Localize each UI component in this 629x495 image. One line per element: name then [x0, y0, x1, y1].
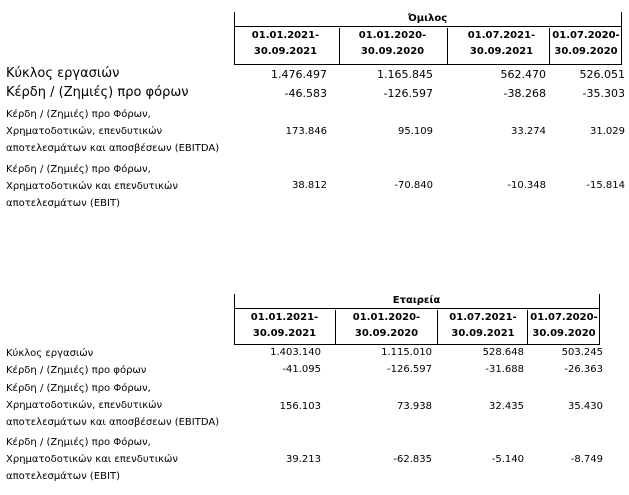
company-row-revenue-val-1: 1.403.140 — [270, 347, 321, 358]
company-col-header-1: 01.01.2021- 30.09.2021 — [250, 312, 319, 339]
company-row-ebt-val-3: -31.688 — [485, 364, 524, 375]
company-row-ebt-label: Κέρδη / (Ζημιές) προ φόρων — [6, 365, 147, 376]
company-row-ebt-val-4: -26.363 — [564, 364, 603, 375]
company-row-ebit-label-2: Χρηματοδοτικών και επενδυτικών — [6, 454, 178, 465]
company-col-header-3: 01.07.2021- 30.09.2021 — [449, 312, 517, 339]
group-row-revenue-val-1: 1.476.497 — [271, 68, 327, 81]
company-header-bottom-line — [234, 344, 600, 345]
company-row-revenue-val-4: 503.245 — [561, 347, 603, 358]
group-vline-1 — [234, 12, 235, 64]
group-row-ebt-val-1: -46.583 — [284, 87, 327, 100]
company-row-revenue-val-2: 1.115.010 — [381, 347, 432, 358]
company-row-ebitda-val-4: 35.430 — [568, 401, 603, 412]
group-row-ebitda-label-2: Χρηματοδοτικών, επενδυτικών — [6, 126, 163, 137]
group-row-ebit-label-2: Χρηματοδοτικών και επενδυτικών — [6, 181, 178, 192]
group-row-ebt-val-4: -35.303 — [582, 87, 625, 100]
group-row-ebit-val-4: -15.814 — [586, 180, 625, 191]
company-row-ebitda-val-2: 73.938 — [397, 401, 432, 412]
group-col-header-4: 01.07.2020- 30.09.2020 — [552, 30, 620, 57]
group-vline-5 — [621, 12, 622, 64]
group-table-title: Όμιλος — [234, 12, 621, 27]
group-row-ebitda-label-3: αποτελεσμάτων και αποσβέσεων (EBITDA) — [6, 143, 220, 154]
company-row-ebt-val-1: -41.095 — [282, 364, 321, 375]
group-row-ebit-val-2: -70.840 — [394, 180, 433, 191]
company-row-ebit-val-3: -5.140 — [491, 454, 524, 465]
group-row-ebit-label-1: Κέρδη / (Ζημιές) προ Φόρων, — [6, 164, 151, 175]
group-row-ebt-label: Κέρδη / (Ζημιές) προ φόρων — [6, 85, 189, 100]
group-row-ebit-label-3: αποτελεσμάτων (EBIT) — [6, 198, 120, 209]
company-vline-3 — [437, 310, 438, 344]
group-header-bottom-line — [234, 64, 622, 65]
company-row-ebit-val-4: -8.749 — [570, 454, 603, 465]
company-col-header-2: 01.01.2020- 30.09.2020 — [352, 312, 421, 339]
group-row-ebitda-val-2: 95.109 — [398, 126, 433, 137]
company-row-ebitda-label-1: Κέρδη / (Ζημιές) προ Φόρων, — [6, 383, 151, 394]
group-row-revenue-val-3: 562.470 — [500, 68, 546, 81]
group-row-ebit-val-1: 38.812 — [292, 180, 327, 191]
company-row-ebitda-label-3: αποτελεσμάτων και αποσβέσεων (EBITDA) — [6, 417, 220, 428]
company-col-header-4: 01.07.2020- 30.09.2020 — [530, 312, 598, 339]
group-row-revenue-val-2: 1.165.845 — [377, 68, 433, 81]
group-col-header-1: 01.01.2021- 30.09.2021 — [251, 30, 320, 57]
group-row-ebitda-val-1: 173.846 — [285, 126, 327, 137]
company-vline-5 — [599, 294, 600, 344]
company-row-ebit-label-3: αποτελεσμάτων (EBIT) — [6, 471, 120, 482]
group-col-header-3: 01.07.2021- 30.09.2021 — [467, 30, 536, 57]
group-row-ebt-val-2: -126.597 — [383, 87, 433, 100]
company-row-ebitda-val-1: 156.103 — [279, 401, 321, 412]
group-row-ebt-val-3: -38.268 — [503, 87, 546, 100]
group-vline-4 — [549, 28, 550, 64]
group-col-header-2: 01.01.2020- 30.09.2020 — [358, 30, 427, 57]
group-row-ebit-val-3: -10.348 — [507, 180, 546, 191]
group-row-revenue-label: Κύκλος εργασιών — [6, 66, 120, 81]
company-table-title: Εταιρεία — [234, 294, 599, 309]
company-row-ebit-val-1: 39.213 — [286, 454, 321, 465]
group-row-ebitda-val-3: 33.274 — [511, 126, 546, 137]
company-row-ebit-val-2: -62.835 — [393, 454, 432, 465]
company-vline-2 — [335, 310, 336, 344]
company-row-ebt-val-2: -126.597 — [387, 364, 432, 375]
company-row-revenue-val-3: 528.648 — [482, 347, 524, 358]
company-row-ebit-label-1: Κέρδη / (Ζημιές) προ Φόρων, — [6, 437, 151, 448]
company-vline-4 — [527, 310, 528, 344]
group-row-ebitda-val-4: 31.029 — [590, 126, 625, 137]
group-vline-2 — [339, 28, 340, 64]
group-row-ebitda-label-1: Κέρδη / (Ζημιές) προ Φόρων, — [6, 109, 151, 120]
group-row-revenue-val-4: 526.051 — [579, 68, 625, 81]
company-row-revenue-label: Κύκλος εργασιών — [6, 348, 94, 359]
company-row-ebitda-label-2: Χρηματοδοτικών, επενδυτικών — [6, 400, 163, 411]
company-row-ebitda-val-3: 32.435 — [489, 401, 524, 412]
group-vline-3 — [447, 28, 448, 64]
company-vline-1 — [234, 294, 235, 344]
